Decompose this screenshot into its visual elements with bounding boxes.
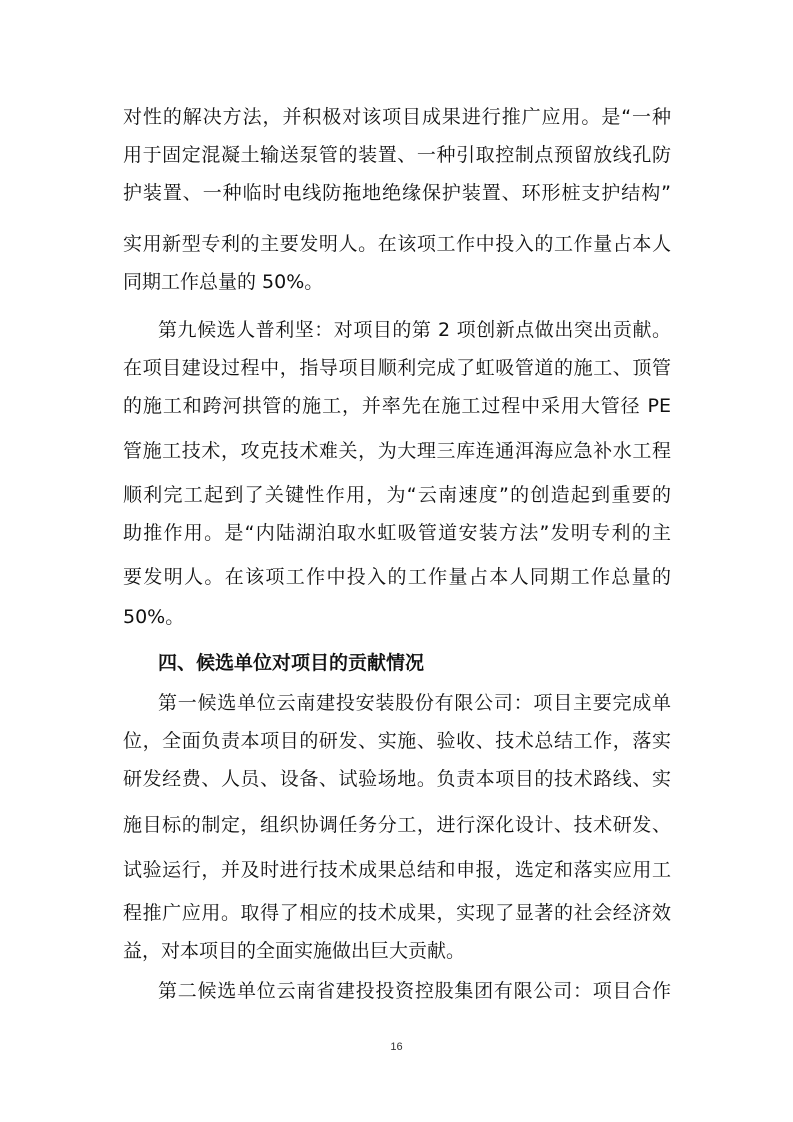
text-line: 顺利完工起到了关键性作用，为“云南速度”的创造起到重要的 [123, 484, 671, 506]
text-line: 实用新型专利的主要发明人。在该项工作中投入的工作量占本人 [123, 233, 671, 255]
text-line: 的施工和跨河拱管的施工，并率先在施工过程中采用大管径 PE [123, 395, 671, 417]
section-heading: 四、候选单位对项目的贡献情况 [158, 652, 425, 674]
text-line: 用于固定混凝土输送泵管的装置、一种引取控制点预留放线孔防 [123, 144, 671, 166]
text-line: 第二候选单位云南省建投投资控股集团有限公司：项目合作 [158, 980, 671, 1002]
text-line: 程推广应用。取得了相应的技术成果，实现了显著的社会经济效 [123, 902, 671, 924]
text-line: 位，全面负责本项目的研发、实施、验收、技术总结工作，落实 [123, 730, 671, 752]
text-line: 施目标的制定，组织协调任务分工，进行深化设计、技术研发、 [123, 814, 671, 836]
text-line: 对性的解决方法，并积极对该项目成果进行推广应用。是“一种 [123, 106, 671, 128]
page-number: 16 [390, 1041, 403, 1053]
text-line: 试验运行，并及时进行技术成果总结和申报，选定和落实应用工 [123, 859, 671, 881]
text-line: 第一候选单位云南建投安装股份有限公司：项目主要完成单 [158, 692, 671, 714]
text-line: 同期工作总量的 50%。 [123, 271, 324, 293]
text-line: 管施工技术，攻克技术难关，为大理三库连通洱海应急补水工程 [123, 440, 671, 462]
text-line: 50%。 [123, 606, 185, 628]
text-line: 在项目建设过程中，指导项目顺利完成了虹吸管道的施工、顶管 [123, 357, 671, 379]
text-line: 第九候选人普利坚：对项目的第 2 项创新点做出突出贡献。 [158, 319, 671, 341]
text-line: 研发经费、人员、设备、试验场地。负责本项目的技术路线、实 [123, 768, 671, 790]
text-line: 益，对本项目的全面实施做出巨大贡献。 [123, 940, 466, 962]
text-line: 助推作用。是“内陆湖泊取水虹吸管道安装方法”发明专利的主 [123, 522, 671, 544]
text-line: 护装置、一种临时电线防拖地绝缘保护装置、环形桩支护结构” [123, 182, 671, 204]
text-line: 要发明人。在该项工作中投入的工作量占本人同期工作总量的 [123, 566, 671, 588]
